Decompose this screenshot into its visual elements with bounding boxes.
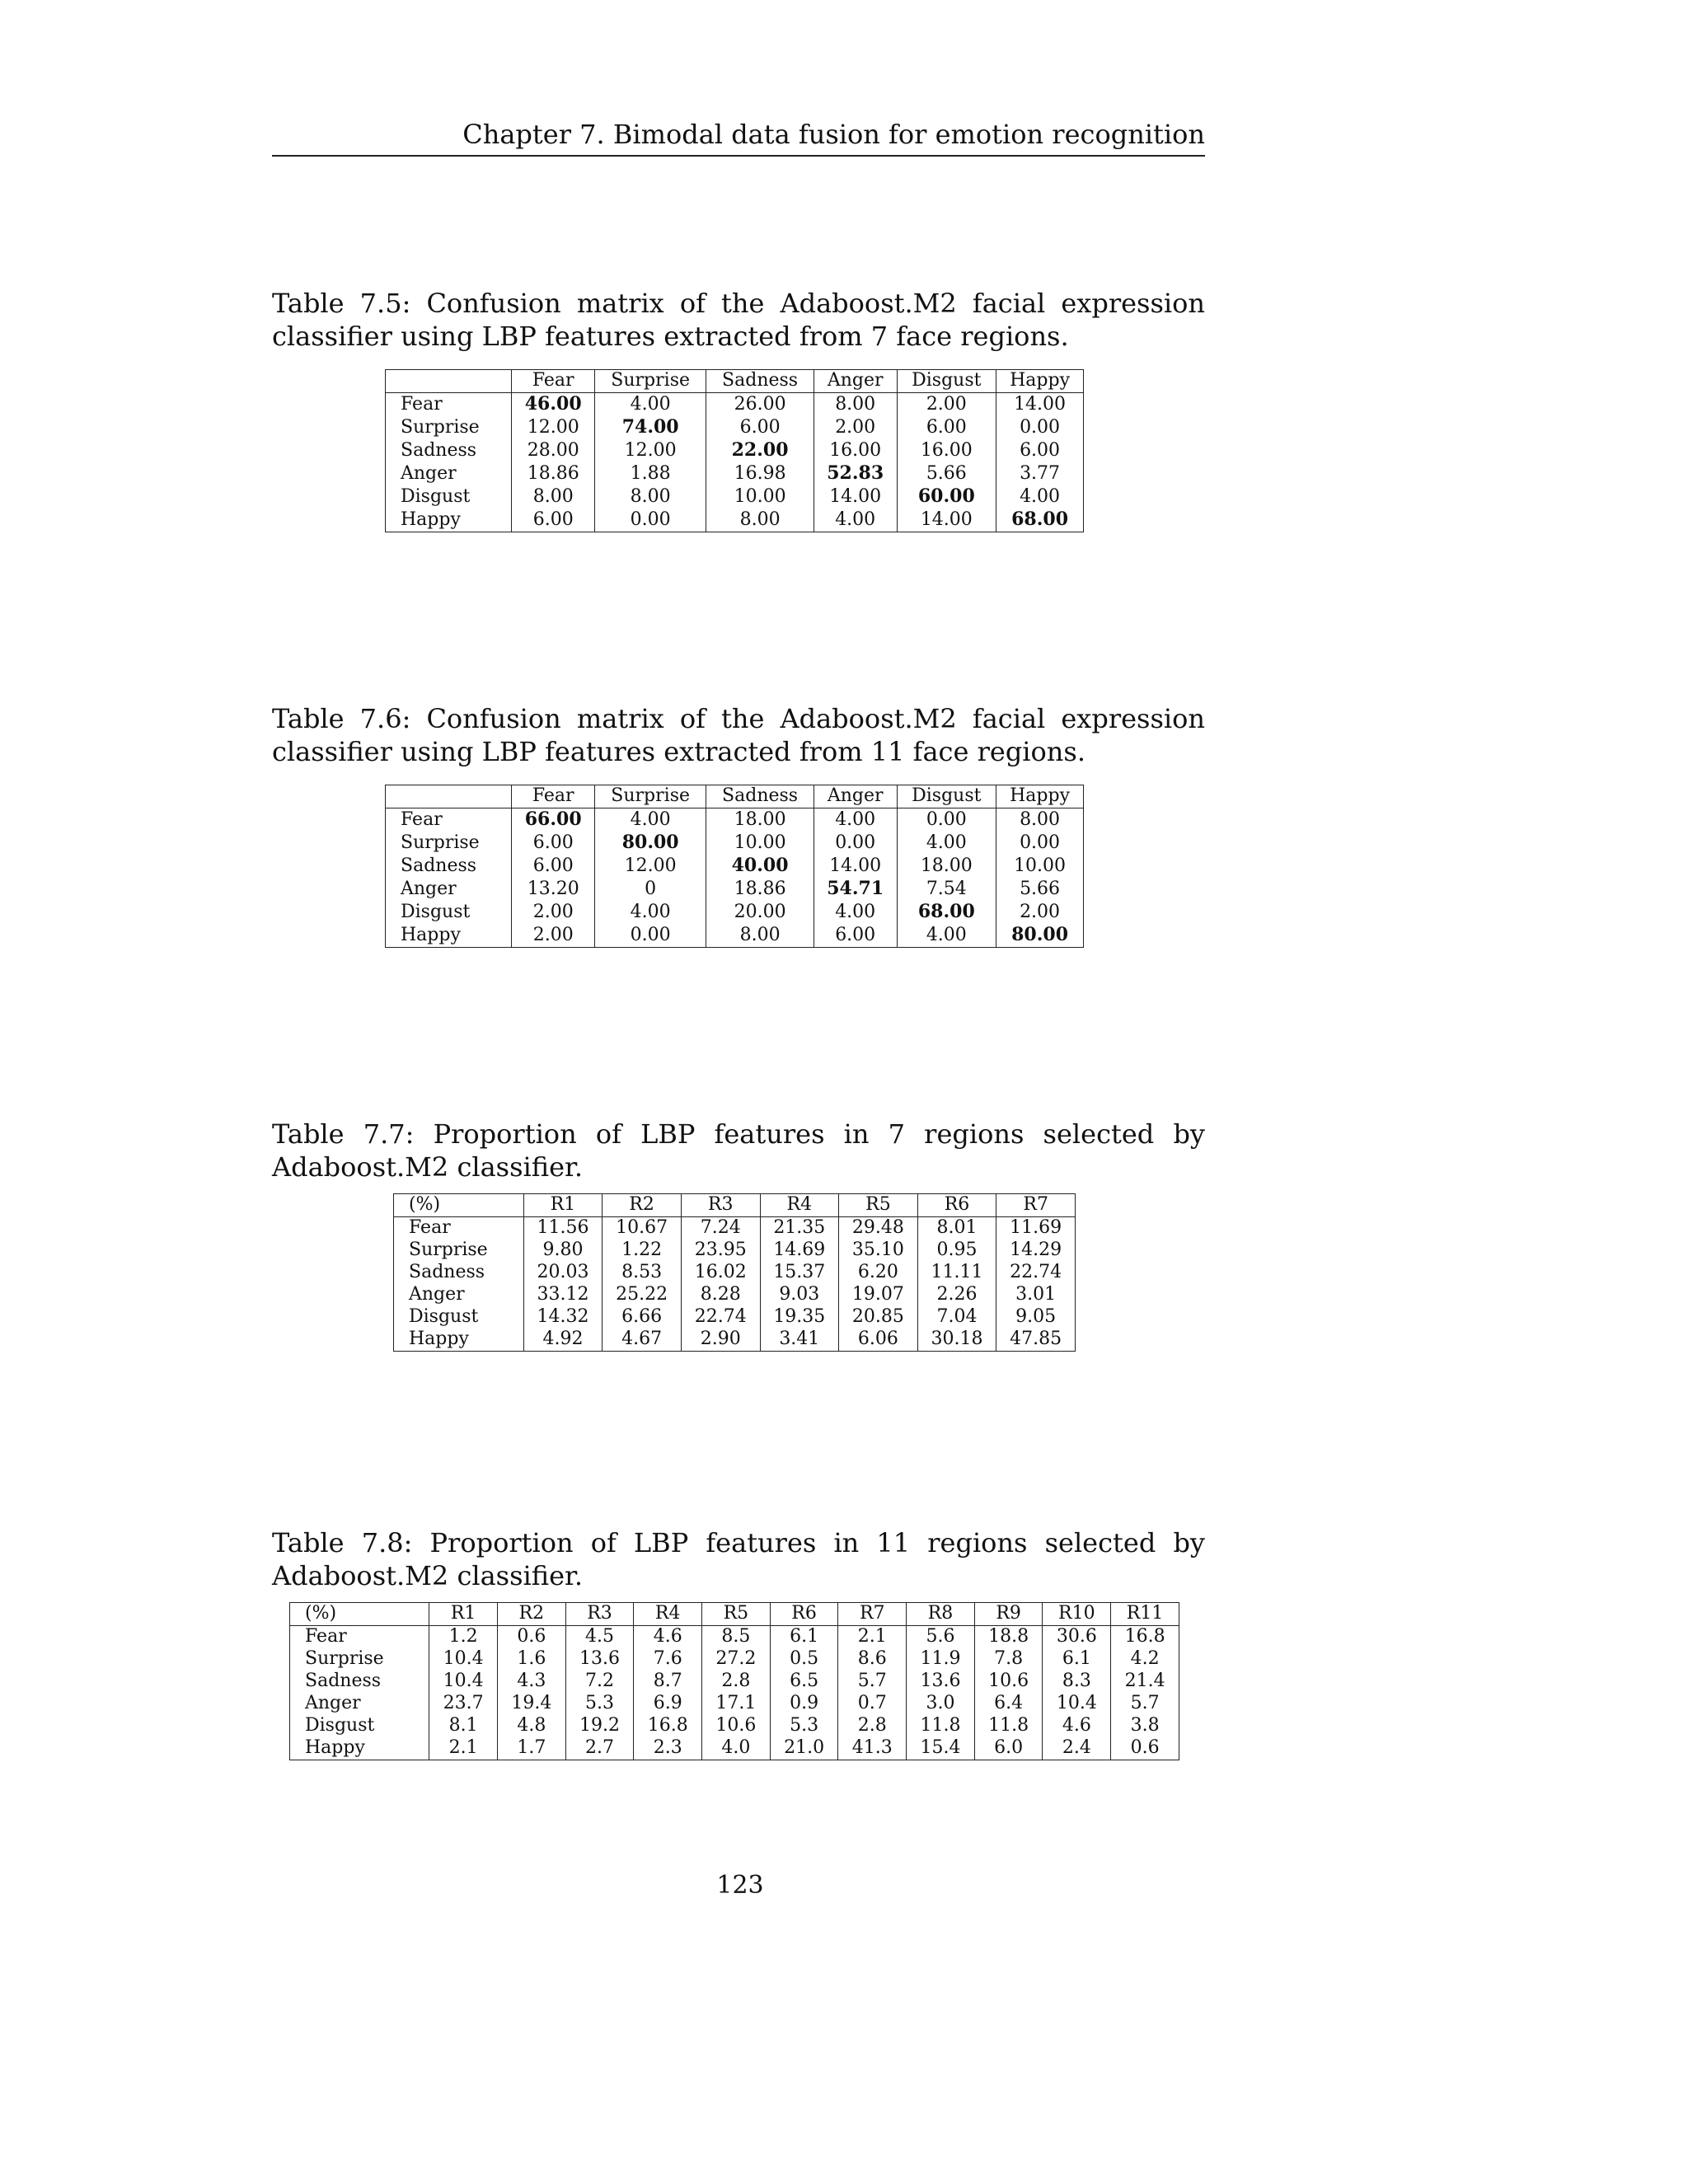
row-label: Sadness bbox=[290, 1671, 429, 1693]
table-row bbox=[394, 1306, 1076, 1329]
table-cell: 3.41 bbox=[760, 1329, 839, 1352]
column-header: R6 bbox=[770, 1603, 838, 1626]
table-cell: 8.01 bbox=[917, 1217, 996, 1240]
table-cell: 2.7 bbox=[565, 1737, 634, 1760]
table-cell: 16.98 bbox=[706, 462, 814, 485]
highlighted-value: 68.00 bbox=[1011, 509, 1068, 530]
table-cell: 8.6 bbox=[838, 1648, 907, 1671]
table-cell: 20.03 bbox=[523, 1262, 603, 1284]
table-cell: 6.1 bbox=[1043, 1648, 1111, 1671]
table-cell bbox=[595, 416, 706, 439]
table-row bbox=[386, 485, 1084, 509]
table-cell: 2.00 bbox=[897, 393, 996, 417]
table-cell: 3.01 bbox=[996, 1284, 1076, 1306]
table-cell: 7.2 bbox=[565, 1671, 634, 1693]
table-cell: 13.6 bbox=[907, 1671, 975, 1693]
table-row bbox=[394, 1240, 1076, 1262]
table-cell: 15.37 bbox=[760, 1262, 839, 1284]
highlighted-value: 74.00 bbox=[621, 416, 679, 438]
table-cell: 21.0 bbox=[770, 1737, 838, 1760]
column-header: Sadness bbox=[706, 370, 814, 393]
table-cell: 4.00 bbox=[595, 901, 706, 924]
confusion-matrix-table-7-5 bbox=[385, 369, 1084, 532]
table-row bbox=[386, 832, 1084, 855]
table-cell: 4.00 bbox=[814, 509, 897, 532]
table-cell: 16.8 bbox=[1111, 1626, 1179, 1649]
row-label: Anger bbox=[394, 1284, 524, 1306]
table-cell: 0.00 bbox=[996, 416, 1084, 439]
table-cell: 15.4 bbox=[907, 1737, 975, 1760]
row-label: Anger bbox=[386, 878, 512, 901]
table-cell: 10.6 bbox=[974, 1671, 1043, 1693]
table-cell: 14.32 bbox=[523, 1306, 603, 1329]
table-cell: 6.06 bbox=[839, 1329, 918, 1352]
table-row bbox=[386, 808, 1084, 832]
row-label: Sadness bbox=[394, 1262, 524, 1284]
table-cell: 2.8 bbox=[702, 1671, 771, 1693]
table-row bbox=[386, 878, 1084, 901]
table-cell: 0.6 bbox=[1111, 1737, 1179, 1760]
proportion-table-7-7 bbox=[393, 1193, 1076, 1352]
column-header: R4 bbox=[634, 1603, 702, 1626]
row-label: Happy bbox=[386, 509, 512, 532]
table-cell: 8.53 bbox=[603, 1262, 682, 1284]
table-cell: 11.8 bbox=[974, 1715, 1043, 1737]
table-cell: 0.00 bbox=[897, 808, 996, 832]
table-cell: 22.74 bbox=[681, 1306, 760, 1329]
table-cell: 0.5 bbox=[770, 1648, 838, 1671]
table-cell: 8.00 bbox=[512, 485, 595, 509]
highlighted-value: 40.00 bbox=[731, 855, 789, 876]
table-cell: 2.8 bbox=[838, 1715, 907, 1737]
column-header: R5 bbox=[702, 1603, 771, 1626]
table-cell: 10.4 bbox=[1043, 1693, 1111, 1715]
table-cell: 16.00 bbox=[814, 439, 897, 462]
row-label: Fear bbox=[394, 1217, 524, 1240]
table-cell: 0.95 bbox=[917, 1240, 996, 1262]
table-caption-7-7: Table 7.7: Proportion of LBP features in 7 regions selected by Adaboost.M2 classifier. bbox=[272, 1118, 1205, 1183]
table-cell: 19.4 bbox=[497, 1693, 565, 1715]
column-header: Happy bbox=[996, 785, 1084, 808]
table-cell: 8.28 bbox=[681, 1284, 760, 1306]
table-cell: 9.80 bbox=[523, 1240, 603, 1262]
table-cell: 4.00 bbox=[996, 485, 1084, 509]
column-header: Sadness bbox=[706, 785, 814, 808]
table-cell: 27.2 bbox=[702, 1648, 771, 1671]
table-cell: 2.00 bbox=[996, 901, 1084, 924]
highlighted-value: 22.00 bbox=[731, 439, 789, 461]
table-cell: 25.22 bbox=[603, 1284, 682, 1306]
table-cell: 4.3 bbox=[497, 1671, 565, 1693]
table-cell: 0.7 bbox=[838, 1693, 907, 1715]
table-cell: 1.2 bbox=[429, 1626, 498, 1649]
table-cell: 18.00 bbox=[706, 808, 814, 832]
table-cell: 22.74 bbox=[996, 1262, 1076, 1284]
column-header: Surprise bbox=[595, 785, 706, 808]
highlighted-value: 60.00 bbox=[917, 485, 975, 507]
corner-cell: (%) bbox=[290, 1603, 429, 1626]
table-cell: 16.02 bbox=[681, 1262, 760, 1284]
table-row bbox=[290, 1693, 1179, 1715]
table-cell: 0.00 bbox=[595, 924, 706, 948]
table-row bbox=[290, 1737, 1179, 1760]
table-cell: 6.20 bbox=[839, 1262, 918, 1284]
column-header: R6 bbox=[917, 1194, 996, 1217]
row-label: Surprise bbox=[386, 832, 512, 855]
table-cell: 20.85 bbox=[839, 1306, 918, 1329]
table-row bbox=[394, 1284, 1076, 1306]
table-cell: 23.95 bbox=[681, 1240, 760, 1262]
table-row bbox=[386, 393, 1084, 417]
table-row bbox=[394, 1217, 1076, 1240]
row-label: Anger bbox=[386, 462, 512, 485]
row-label: Fear bbox=[386, 393, 512, 417]
table-cell: 3.0 bbox=[907, 1693, 975, 1715]
column-header: R11 bbox=[1111, 1603, 1179, 1626]
table-cell: 14.00 bbox=[897, 509, 996, 532]
row-label: Disgust bbox=[386, 485, 512, 509]
table-cell bbox=[996, 509, 1084, 532]
row-label: Fear bbox=[386, 808, 512, 832]
table-cell: 11.69 bbox=[996, 1217, 1076, 1240]
column-header: Fear bbox=[512, 785, 595, 808]
column-header: R2 bbox=[603, 1194, 682, 1217]
table-cell: 6.00 bbox=[512, 832, 595, 855]
table-cell: 16.00 bbox=[897, 439, 996, 462]
table-cell: 6.0 bbox=[974, 1737, 1043, 1760]
corner-cell bbox=[386, 785, 512, 808]
table-cell: 19.07 bbox=[839, 1284, 918, 1306]
table-cell bbox=[996, 924, 1084, 948]
table-cell: 14.29 bbox=[996, 1240, 1076, 1262]
table-cell: 4.92 bbox=[523, 1329, 603, 1352]
table-cell: 2.3 bbox=[634, 1737, 702, 1760]
column-header: R2 bbox=[497, 1603, 565, 1626]
table-row bbox=[394, 1329, 1076, 1352]
table-cell: 8.00 bbox=[706, 509, 814, 532]
table-cell bbox=[814, 462, 897, 485]
corner-cell bbox=[386, 370, 512, 393]
table-cell: 14.00 bbox=[996, 393, 1084, 417]
row-label: Surprise bbox=[394, 1240, 524, 1262]
table-cell: 0.6 bbox=[497, 1626, 565, 1649]
table-row bbox=[386, 462, 1084, 485]
table-cell: 9.05 bbox=[996, 1306, 1076, 1329]
table-cell: 4.00 bbox=[897, 832, 996, 855]
table-cell: 2.00 bbox=[512, 924, 595, 948]
table-cell: 6.00 bbox=[512, 509, 595, 532]
table-cell: 18.86 bbox=[512, 462, 595, 485]
column-header: Anger bbox=[814, 370, 897, 393]
table-cell: 21.4 bbox=[1111, 1671, 1179, 1693]
table-cell: 5.66 bbox=[996, 878, 1084, 901]
column-header: R7 bbox=[996, 1194, 1076, 1217]
table-cell: 6.5 bbox=[770, 1671, 838, 1693]
table-cell: 7.24 bbox=[681, 1217, 760, 1240]
table-cell: 6.00 bbox=[814, 924, 897, 948]
table-cell: 8.5 bbox=[702, 1626, 771, 1649]
table-cell: 1.6 bbox=[497, 1648, 565, 1671]
table-cell: 5.7 bbox=[838, 1671, 907, 1693]
table-cell: 6.66 bbox=[603, 1306, 682, 1329]
table-cell: 35.10 bbox=[839, 1240, 918, 1262]
table-cell: 6.00 bbox=[512, 855, 595, 878]
table-header-row bbox=[290, 1603, 1179, 1626]
row-label: Disgust bbox=[394, 1306, 524, 1329]
table-cell: 0 bbox=[595, 878, 706, 901]
table-cell bbox=[897, 901, 996, 924]
table-cell: 18.8 bbox=[974, 1626, 1043, 1649]
table-cell: 4.5 bbox=[565, 1626, 634, 1649]
table-row bbox=[386, 924, 1084, 948]
table-cell: 4.6 bbox=[1043, 1715, 1111, 1737]
column-header: R1 bbox=[523, 1194, 603, 1217]
table-cell: 6.00 bbox=[897, 416, 996, 439]
confusion-matrix-table-7-6 bbox=[385, 785, 1084, 948]
table-cell: 11.9 bbox=[907, 1648, 975, 1671]
table-cell: 0.9 bbox=[770, 1693, 838, 1715]
row-label: Happy bbox=[394, 1329, 524, 1352]
table-cell: 26.00 bbox=[706, 393, 814, 417]
column-header: R1 bbox=[429, 1603, 498, 1626]
table-cell: 17.1 bbox=[702, 1693, 771, 1715]
table-row bbox=[386, 439, 1084, 462]
table-cell: 12.00 bbox=[512, 416, 595, 439]
table-cell: 2.26 bbox=[917, 1284, 996, 1306]
table-cell: 30.6 bbox=[1043, 1626, 1111, 1649]
table-cell: 29.48 bbox=[839, 1217, 918, 1240]
table-cell: 4.0 bbox=[702, 1737, 771, 1760]
table-cell: 6.00 bbox=[996, 439, 1084, 462]
table-cell: 14.00 bbox=[814, 485, 897, 509]
table-cell: 10.00 bbox=[706, 832, 814, 855]
table-cell: 0.00 bbox=[595, 509, 706, 532]
table-cell bbox=[897, 485, 996, 509]
column-header: Disgust bbox=[897, 370, 996, 393]
table-cell: 4.67 bbox=[603, 1329, 682, 1352]
table-cell: 20.00 bbox=[706, 901, 814, 924]
table-cell: 8.3 bbox=[1043, 1671, 1111, 1693]
table-cell: 47.85 bbox=[996, 1329, 1076, 1352]
row-label: Fear bbox=[290, 1626, 429, 1649]
column-header: Fear bbox=[512, 370, 595, 393]
table-cell: 12.00 bbox=[595, 439, 706, 462]
highlighted-value: 66.00 bbox=[524, 808, 582, 830]
column-header: R5 bbox=[839, 1194, 918, 1217]
column-header: R10 bbox=[1043, 1603, 1111, 1626]
table-cell: 2.00 bbox=[512, 901, 595, 924]
table-cell: 10.4 bbox=[429, 1648, 498, 1671]
table-header-row bbox=[386, 370, 1084, 393]
table-cell: 10.00 bbox=[706, 485, 814, 509]
table-cell: 8.7 bbox=[634, 1671, 702, 1693]
table-cell: 28.00 bbox=[512, 439, 595, 462]
table-cell: 10.4 bbox=[429, 1671, 498, 1693]
column-header: R4 bbox=[760, 1194, 839, 1217]
table-cell: 8.00 bbox=[814, 393, 897, 417]
table-cell: 2.1 bbox=[838, 1626, 907, 1649]
column-header: Happy bbox=[996, 370, 1084, 393]
table-cell: 4.00 bbox=[595, 393, 706, 417]
row-label: Disgust bbox=[290, 1715, 429, 1737]
table-caption-7-5: Table 7.5: Confusion matrix of the Adaboost.M2 facial expression classifier using LBP features extracted from 7 face regions. bbox=[272, 288, 1205, 352]
table-cell: 5.3 bbox=[565, 1693, 634, 1715]
table-row bbox=[290, 1715, 1179, 1737]
table-row bbox=[386, 901, 1084, 924]
highlighted-value: 46.00 bbox=[524, 393, 582, 415]
table-row bbox=[290, 1671, 1179, 1693]
row-label: Surprise bbox=[386, 416, 512, 439]
table-caption-7-8: Table 7.8: Proportion of LBP features in 11 regions selected by Adaboost.M2 classifier. bbox=[272, 1527, 1205, 1591]
column-header: R3 bbox=[681, 1194, 760, 1217]
table-cell: 8.00 bbox=[996, 808, 1084, 832]
table-cell: 11.11 bbox=[917, 1262, 996, 1284]
table-cell: 5.6 bbox=[907, 1626, 975, 1649]
column-header: Surprise bbox=[595, 370, 706, 393]
row-label: Sadness bbox=[386, 855, 512, 878]
table-row bbox=[386, 855, 1084, 878]
table-cell: 1.22 bbox=[603, 1240, 682, 1262]
table-cell: 5.7 bbox=[1111, 1693, 1179, 1715]
table-cell: 3.8 bbox=[1111, 1715, 1179, 1737]
table-cell: 8.00 bbox=[595, 485, 706, 509]
table-cell bbox=[595, 832, 706, 855]
table-cell bbox=[706, 855, 814, 878]
table-cell: 14.69 bbox=[760, 1240, 839, 1262]
table-cell: 4.00 bbox=[814, 901, 897, 924]
table-cell: 4.8 bbox=[497, 1715, 565, 1737]
table-cell: 11.56 bbox=[523, 1217, 603, 1240]
table-cell: 6.00 bbox=[706, 416, 814, 439]
table-cell: 2.1 bbox=[429, 1737, 498, 1760]
table-cell: 10.6 bbox=[702, 1715, 771, 1737]
page-number: 123 bbox=[716, 1871, 764, 1900]
table-cell: 8.1 bbox=[429, 1715, 498, 1737]
table-cell: 14.00 bbox=[814, 855, 897, 878]
table-cell: 6.9 bbox=[634, 1693, 702, 1715]
table-cell: 11.8 bbox=[907, 1715, 975, 1737]
table-cell: 4.00 bbox=[595, 808, 706, 832]
column-header: R3 bbox=[565, 1603, 634, 1626]
table-cell: 21.35 bbox=[760, 1217, 839, 1240]
table-cell: 9.03 bbox=[760, 1284, 839, 1306]
table-cell: 6.1 bbox=[770, 1626, 838, 1649]
table-cell: 7.6 bbox=[634, 1648, 702, 1671]
table-row bbox=[394, 1262, 1076, 1284]
table-row bbox=[290, 1626, 1179, 1649]
table-cell: 10.67 bbox=[603, 1217, 682, 1240]
table-row bbox=[290, 1648, 1179, 1671]
table-row bbox=[386, 416, 1084, 439]
table-cell: 23.7 bbox=[429, 1693, 498, 1715]
column-header: Disgust bbox=[897, 785, 996, 808]
row-label: Sadness bbox=[386, 439, 512, 462]
table-cell: 18.00 bbox=[897, 855, 996, 878]
table-cell: 7.04 bbox=[917, 1306, 996, 1329]
table-cell: 12.00 bbox=[595, 855, 706, 878]
column-header: R8 bbox=[907, 1603, 975, 1626]
table-cell: 30.18 bbox=[917, 1329, 996, 1352]
table-cell: 7.54 bbox=[897, 878, 996, 901]
table-cell bbox=[512, 393, 595, 417]
row-label: Anger bbox=[290, 1693, 429, 1715]
table-cell: 18.86 bbox=[706, 878, 814, 901]
chapter-title: Chapter 7. Bimodal data fusion for emotion recognition bbox=[462, 119, 1205, 150]
highlighted-value: 80.00 bbox=[621, 832, 679, 853]
table-cell: 4.2 bbox=[1111, 1648, 1179, 1671]
column-header: R7 bbox=[838, 1603, 907, 1626]
table-cell: 4.00 bbox=[897, 924, 996, 948]
table-cell: 5.66 bbox=[897, 462, 996, 485]
row-label: Happy bbox=[290, 1737, 429, 1760]
table-cell: 4.00 bbox=[814, 808, 897, 832]
row-label: Surprise bbox=[290, 1648, 429, 1671]
row-label: Disgust bbox=[386, 901, 512, 924]
table-cell: 19.35 bbox=[760, 1306, 839, 1329]
table-cell: 4.6 bbox=[634, 1626, 702, 1649]
table-cell: 10.00 bbox=[996, 855, 1084, 878]
corner-cell: (%) bbox=[394, 1194, 524, 1217]
highlighted-value: 54.71 bbox=[827, 878, 884, 899]
table-cell bbox=[706, 439, 814, 462]
table-cell: 3.77 bbox=[996, 462, 1084, 485]
column-header: R9 bbox=[974, 1603, 1043, 1626]
table-header-row bbox=[386, 785, 1084, 808]
table-cell: 2.4 bbox=[1043, 1737, 1111, 1760]
table-cell: 19.2 bbox=[565, 1715, 634, 1737]
column-header: Anger bbox=[814, 785, 897, 808]
table-cell: 0.00 bbox=[814, 832, 897, 855]
table-header-row bbox=[394, 1194, 1076, 1217]
highlighted-value: 52.83 bbox=[827, 462, 884, 484]
highlighted-value: 68.00 bbox=[917, 901, 975, 922]
table-cell: 1.88 bbox=[595, 462, 706, 485]
table-cell: 33.12 bbox=[523, 1284, 603, 1306]
running-header bbox=[272, 119, 1205, 157]
table-cell: 2.00 bbox=[814, 416, 897, 439]
table-cell: 5.3 bbox=[770, 1715, 838, 1737]
table-cell: 13.20 bbox=[512, 878, 595, 901]
table-row bbox=[386, 509, 1084, 532]
highlighted-value: 80.00 bbox=[1011, 924, 1068, 945]
table-cell: 2.90 bbox=[681, 1329, 760, 1352]
row-label: Happy bbox=[386, 924, 512, 948]
table-cell: 8.00 bbox=[706, 924, 814, 948]
table-cell bbox=[814, 878, 897, 901]
table-cell: 13.6 bbox=[565, 1648, 634, 1671]
table-cell: 41.3 bbox=[838, 1737, 907, 1760]
table-cell: 1.7 bbox=[497, 1737, 565, 1760]
proportion-table-7-8 bbox=[289, 1602, 1179, 1760]
table-cell: 6.4 bbox=[974, 1693, 1043, 1715]
table-cell: 16.8 bbox=[634, 1715, 702, 1737]
table-cell: 0.00 bbox=[996, 832, 1084, 855]
table-cell: 7.8 bbox=[974, 1648, 1043, 1671]
table-caption-7-6: Table 7.6: Confusion matrix of the Adaboost.M2 facial expression classifier using LBP features extracted from 11 face regions. bbox=[272, 703, 1205, 767]
table-cell bbox=[512, 808, 595, 832]
